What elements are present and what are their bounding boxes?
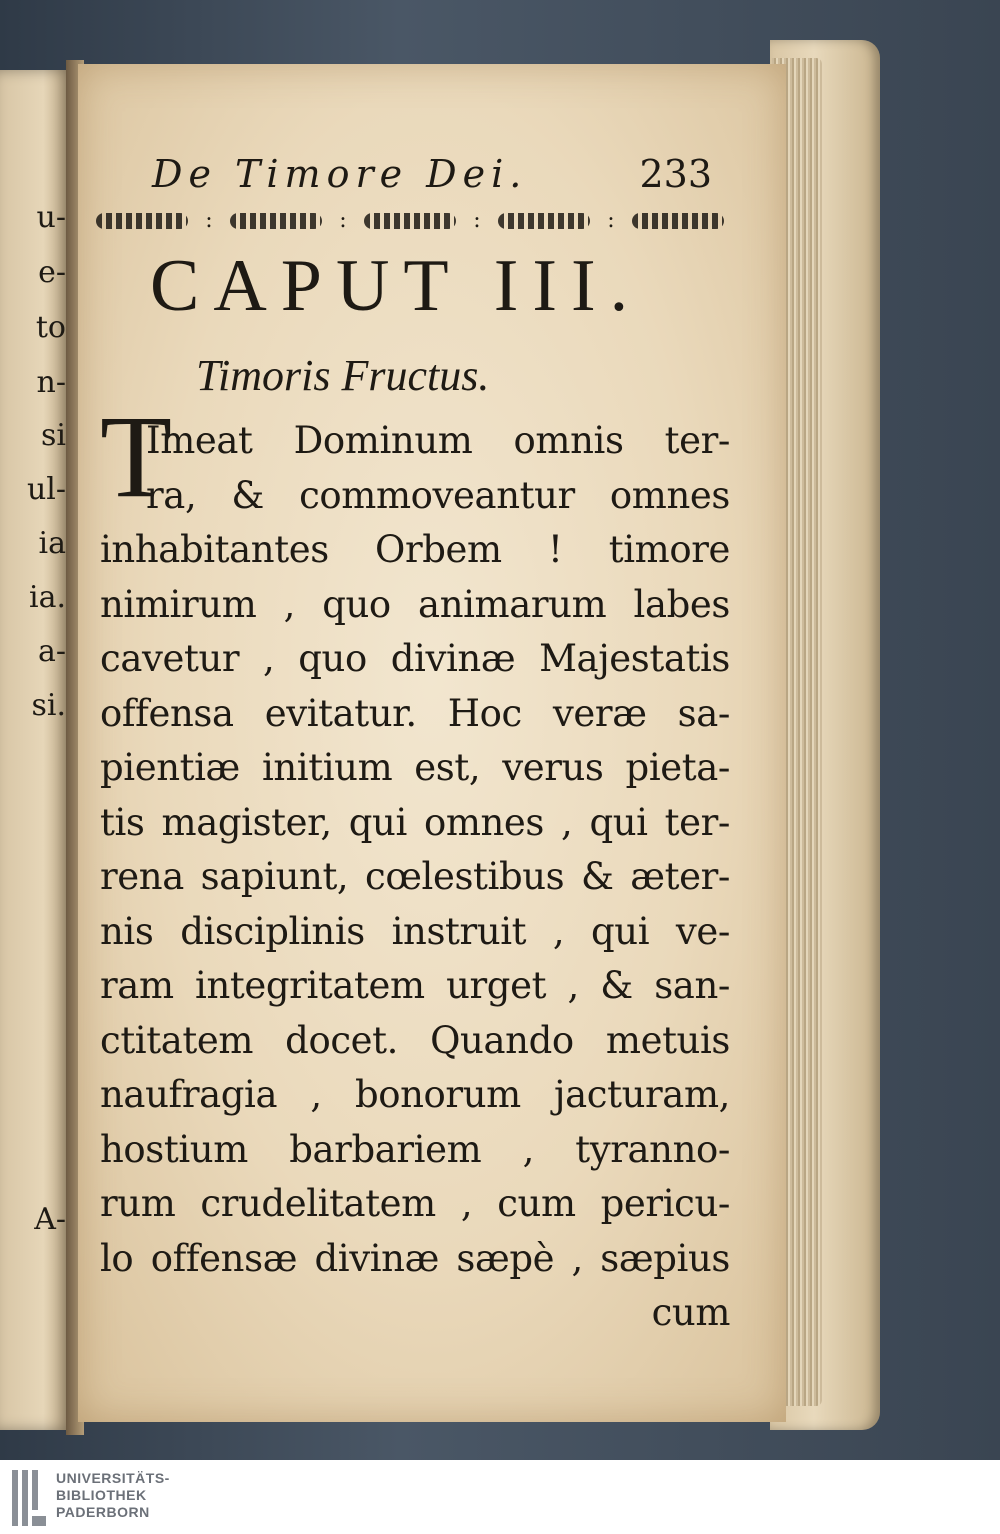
text-line: nimirum , quo animarum labes: [100, 582, 730, 626]
text-line: pientiæ initium est, verus pieta-: [100, 746, 730, 789]
left-facing-page: [0, 70, 72, 1430]
text-line: inhabitantes Orbem ! timore: [100, 528, 730, 571]
ornament-unit: [364, 213, 456, 229]
text-line: tis magister, qui omnes , qui ter-: [100, 800, 730, 844]
logo-line: BIBLIOTHEK: [56, 1487, 147, 1503]
ornament-unit: [632, 213, 724, 229]
text-line: Imeat Dominum omnis ter-: [146, 419, 730, 462]
text-line: ctitatem docet. Quando metuis: [100, 1018, 730, 1062]
text-line: naufragia , bonorum jacturam,: [100, 1073, 730, 1116]
text-line: rum crudelitatem , cum pericu-: [100, 1182, 730, 1225]
left-fragment: n-: [36, 365, 66, 400]
text-line: ra, & commoveantur omnes: [146, 473, 730, 517]
left-fragment: ia.: [28, 580, 66, 615]
left-fragment: A-: [34, 1202, 66, 1237]
running-title: De Timore Dei.: [152, 152, 528, 196]
left-fragment: ul-: [26, 472, 66, 507]
text-line: hostium barbariem , tyranno-: [100, 1127, 730, 1171]
ornament-unit: [96, 213, 188, 229]
page-number: 233: [639, 152, 712, 196]
chapter-subtitle: Timoris Fructus.: [196, 351, 490, 400]
left-fragment: si.: [31, 688, 66, 723]
text-line: lo offensæ divinæ sæpè , sæpius: [100, 1236, 730, 1280]
chapter-heading: CAPUT III.: [150, 245, 643, 327]
catchword: cum: [651, 1291, 730, 1334]
left-fragment: ia: [38, 526, 66, 561]
left-fragment: u-: [36, 200, 66, 235]
library-footer: [0, 1460, 1000, 1534]
logo-line: UNIVERSITÄTS-: [56, 1470, 170, 1486]
drop-cap: T: [100, 391, 173, 522]
library-logo-icon: [12, 1470, 46, 1526]
body-text: [100, 414, 730, 1341]
text-line: rena sapiunt, cœlestibus & æter-: [100, 855, 730, 898]
text-line: nis disciplinis instruit , qui ve-: [100, 909, 730, 953]
left-fragment: to: [35, 310, 66, 345]
running-header: [152, 152, 712, 196]
ornament-separator: :: [473, 208, 481, 233]
ornament-separator: :: [339, 208, 347, 233]
ornament-separator: :: [205, 208, 213, 233]
text-line: offensa evitatur. Hoc veræ sa-: [100, 691, 730, 735]
left-fragment: a-: [37, 634, 66, 669]
left-fragment: si: [41, 418, 66, 453]
ornamental-rule: [96, 206, 724, 236]
ornament-separator: :: [607, 208, 615, 233]
logo-line: PADERBORN: [56, 1504, 150, 1520]
text-line: cavetur , quo divinæ Majestatis: [100, 637, 730, 680]
ornament-unit: [498, 213, 590, 229]
ornament-unit: [230, 213, 322, 229]
left-fragment: e-: [38, 255, 66, 290]
library-logo-text: [56, 1470, 170, 1521]
text-line: ram integritatem urget , & san-: [100, 964, 730, 1007]
